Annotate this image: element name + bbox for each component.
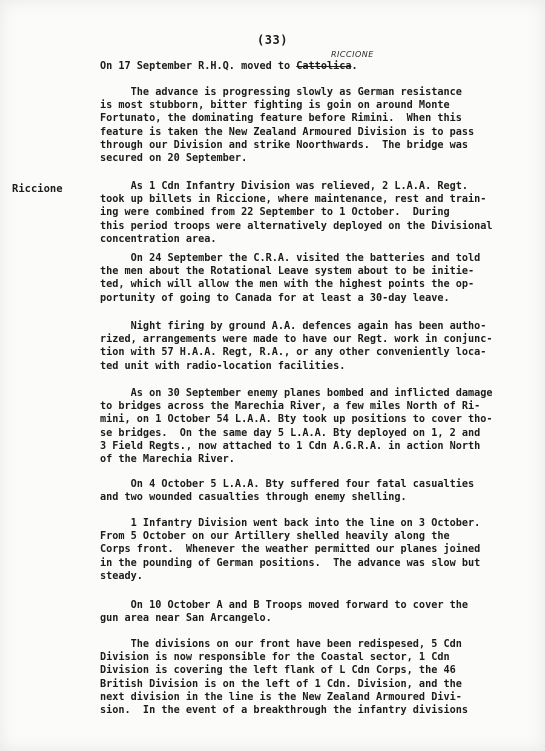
paragraph-leave: On 24 September the C.R.A. visited the batteries and told the men about the Rotational Leave system about to be initie- ted, which will allow the men with the highest points the op- portunity of going to Canada for at least a 30-day leave.	[100, 253, 481, 304]
paragraph-bridges: As on 30 September enemy planes bombed and inflicted damage to bridges across the Marechia River, a few miles North of Ri- mini, on 1 October 54 L.A.A. Bty took up positions to cover tho- se bridges. On the same day 5 L.A.A. Bty deployed on 1, 2 and 3 Field Regts., now attached to 1 Cdn A.G.R.A. in action North of the Marechia River.	[100, 388, 493, 466]
paragraph-divisions: The divisions on our front have been redispesed, 5 Cdn Division is now responsible for the Coastal sector, 1 Cdn Division is covering the left flank of L Cdn Corps, the 46 British Division is on the left of 1 Cdn. Division, and the next division in the line is the New Zealand Armoured Divi- sion. In the event of a breakthrough the infantry divisions	[100, 639, 469, 717]
paragraph-infantry: 1 Infantry Division went back into the line on 3 October. From 5 October on our Artillery shelled heavily along the Corps front. Whenever the weather permitted our planes joined in the pounding of German positions. The advance was slow but steady.	[100, 518, 481, 582]
opening-prefix: On 17 September R.H.Q. moved to	[100, 61, 297, 72]
handwritten-correction: RICCIONE	[331, 50, 374, 59]
paragraph-advance: The advance is progressing slowly as German resistance is most stubborn, bitter fighting is goin on around Monte Fortunato, the dominating feature before Rimini. When this feature is taken the New Zealand Armoured Division is to pass through our Division and strike Noorthwards. The bridge was secured on 20 September.	[100, 87, 475, 165]
margin-note: Riccione	[12, 183, 63, 195]
page-number: (33)	[257, 33, 288, 47]
paragraph-troops: On 10 October A and B Troops moved forward to cover the gun area near San Arcangelo.	[100, 600, 469, 625]
paragraph-night-firing: Night firing by ground A.A. defences again has been autho- rized, arrangements were made to have our Regt. work in conjunc- tion with 57 H.A.A. Regt, R.A., or any other conveniently loca- ted unit with radio-location facilities.	[100, 321, 493, 372]
opening-line	[100, 60, 505, 73]
opening-suffix: .	[351, 61, 358, 72]
paragraph-riccione: As 1 Cdn Infantry Division was relieved, 2 L.A.A. Regt. took up billets in Riccione, where maintenance, rest and train- ing were combined from 22 September to 1 October. During this period troops were alternatively deployed on the Divisional concentration area.	[100, 181, 493, 245]
paragraph-casualties: On 4 October 5 L.A.A. Bty suffered four fatal casualties and two wounded casualties through enemy shelling.	[100, 479, 475, 504]
struck-word: Cattolica	[296, 61, 352, 72]
